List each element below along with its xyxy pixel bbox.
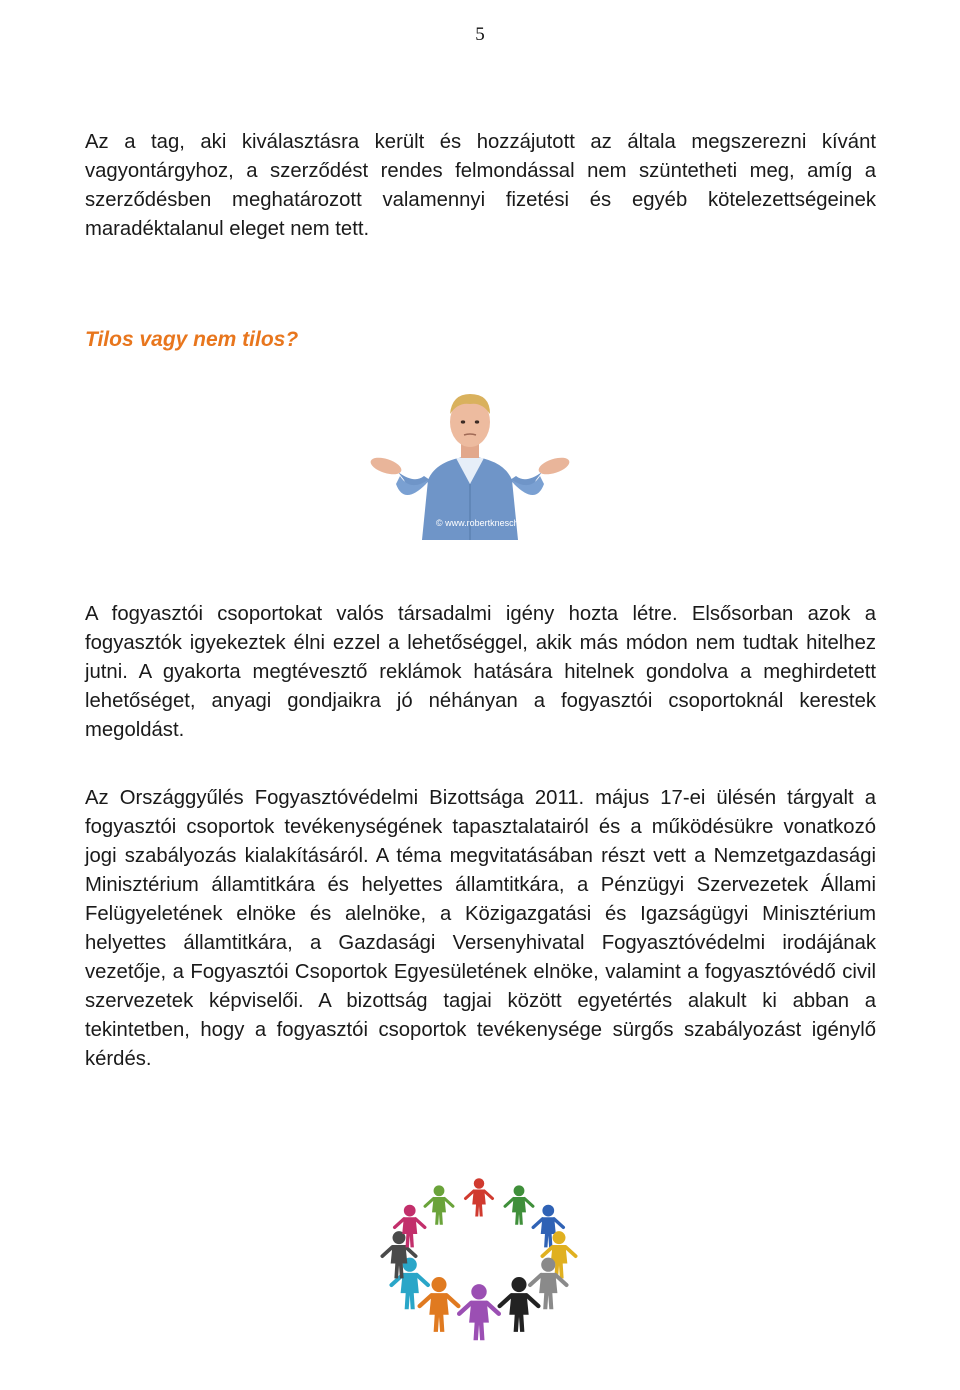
person-figure (459, 1284, 499, 1340)
person-figure (425, 1185, 453, 1224)
person-figure (505, 1185, 533, 1224)
section-heading: Tilos vagy nem tilos? (85, 328, 299, 351)
page-number: 5 (475, 24, 485, 45)
photo-watermark: © www.robertkneschke.de (436, 518, 541, 528)
paragraph-3: Az Országgyűlés Fogyasztóvédelmi Bizottsága 2011. május 17-ei ülésén tárgyalt a fogyasztói csoportok tevékenységének tapasztalatairól és a működésükre vonatkozó jogi szabályozás kialakításáról. A téma megvitatásában részt vett a Nemzetgazdasági Minisztérium államtitkára és helyettes államtitkára, a Pénzügyi Szervezetek Állami Felügyeletének elnöke és alelnöke, a Közigazgatási és Igazságügyi Minisztérium helyettes államtitkára, a Gazdasági Versenyhivatal Fogyasztóvédelmi irodájának vezetője, a Fogyasztói Csoportok Egyesületének elnöke, valamint a fogyasztóvédő civil szervezetek képviselői. A bizottság tagjai között egyetértés alakult ki abban a tekintetben, hogy a fogyasztói csoportok tevékenysége sürgős szabályozást igénylő kérdés. (85, 787, 876, 1070)
person-figure (466, 1178, 493, 1216)
shrugging-man-image (364, 388, 576, 540)
people-circle-image (376, 1176, 582, 1346)
paragraph-1: Az a tag, aki kiválasztásra került és hozzájutott az általa megszerezni kívánt vagyontárgyhoz, a szerződést rendes felmondással nem szüntetheti meg, amíg a szerződésben meghatározott valamennyi fizetési és egyéb kötelezettségeinek maradéktalanul eleget nem tett. (85, 131, 876, 240)
paragraph-2: A fogyasztói csoportokat valós társadalmi igény hozta létre. Elsősorban azok a fogyasztók igyekeztek élni ezzel a lehetőséggel, akik más módon nem tudtak hitelhez jutni. A gyakorta megtévesztő reklámok hatására hitelnek gondolva a meghirdetett lehetőséget, anyagi gondjaikra jó néhányan a fogyasztói csoportoknál kerestek megoldást. (85, 603, 876, 741)
